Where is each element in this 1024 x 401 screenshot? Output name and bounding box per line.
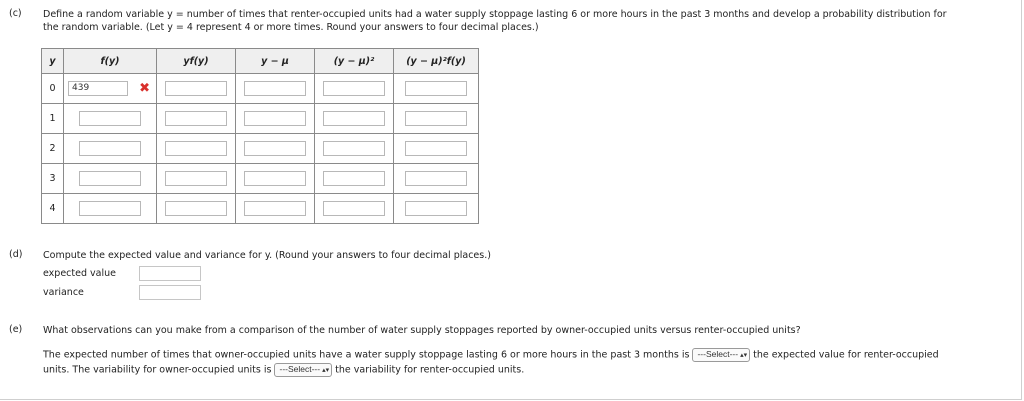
fy-cell xyxy=(64,194,157,224)
y-minus-mu-input[interactable] xyxy=(244,141,306,156)
updown-arrow-icon: ▴▾ xyxy=(740,352,748,359)
yfy-cell xyxy=(157,74,236,104)
sentence-1-end: the expected value for renter-occupied xyxy=(753,349,939,361)
yfy-cell xyxy=(157,164,236,194)
y-minus-mu-sq-cell xyxy=(315,164,394,194)
variance-input[interactable] xyxy=(139,285,201,300)
y-minus-mu-input[interactable] xyxy=(244,81,306,96)
y-minus-mu-input[interactable] xyxy=(244,111,306,126)
yfy-input[interactable] xyxy=(165,171,227,186)
header-y: y xyxy=(42,49,64,74)
select-text: ---Select--- xyxy=(697,349,739,359)
y-minus-mu-sq-cell xyxy=(315,134,394,164)
y-minus-mu-input[interactable] xyxy=(244,201,306,216)
sentence-2-start: units. The variability for owner-occupied units is xyxy=(43,364,272,376)
part-c-line1: Define a random variable y = number of times that renter-occupied units had a water supply stoppage lasting 6 or more hours in the past 3 months and develop a probability distribution for xyxy=(43,9,947,20)
y-minus-mu-sq-fy-cell xyxy=(394,164,479,194)
yfy-input[interactable] xyxy=(165,141,227,156)
part-e-label: (e) xyxy=(9,324,23,335)
table-row xyxy=(42,104,479,134)
select-text: ---Select--- xyxy=(279,364,321,374)
y-value: 2 xyxy=(42,134,64,164)
part-c-label: (c) xyxy=(9,8,22,19)
yfy-input[interactable] xyxy=(165,201,227,216)
table-row xyxy=(42,194,479,224)
yfy-input[interactable] xyxy=(165,81,227,96)
y-minus-mu-cell xyxy=(236,104,315,134)
y-minus-mu-sq-input[interactable] xyxy=(323,141,385,156)
y-minus-mu-sq-fy-input[interactable] xyxy=(405,111,467,126)
y-minus-mu-cell xyxy=(236,134,315,164)
y-minus-mu-cell xyxy=(236,164,315,194)
fy-cell xyxy=(64,164,157,194)
part-e-sentence-1 xyxy=(43,348,939,362)
fy-cell xyxy=(64,134,157,164)
y-minus-mu-sq-input[interactable] xyxy=(323,111,385,126)
part-e-question: What observations can you make from a comparison of the number of water supply stoppages reported by owner-occupied units versus renter-occupied units? xyxy=(43,325,801,336)
y-minus-mu-sq-fy-input[interactable] xyxy=(405,141,467,156)
header-y-minus-mu-sq: (y − μ)² xyxy=(315,49,394,74)
table-row xyxy=(42,134,479,164)
expected-value-input[interactable] xyxy=(139,266,201,281)
y-minus-mu-sq-input[interactable] xyxy=(323,201,385,216)
variability-comparison-select[interactable] xyxy=(274,363,332,377)
yfy-cell xyxy=(157,134,236,164)
fy-input[interactable]: 439 xyxy=(68,81,128,96)
header-y-minus-mu: y − μ xyxy=(236,49,315,74)
incorrect-icon: ✖ xyxy=(139,81,150,96)
y-minus-mu-cell xyxy=(236,74,315,104)
y-minus-mu-sq-cell xyxy=(315,74,394,104)
header-fy: f(y) xyxy=(64,49,157,74)
header-yfy: yf(y) xyxy=(157,49,236,74)
y-minus-mu-input[interactable] xyxy=(244,171,306,186)
y-minus-mu-cell xyxy=(236,194,315,224)
y-minus-mu-sq-fy-cell xyxy=(394,74,479,104)
header-y-minus-mu-sq-fy: (y − μ)²f(y) xyxy=(394,49,479,74)
expected-value-label: expected value xyxy=(43,268,116,279)
updown-arrow-icon: ▴▾ xyxy=(322,367,330,374)
yfy-cell xyxy=(157,194,236,224)
y-value: 3 xyxy=(42,164,64,194)
y-value: 0 xyxy=(42,74,64,104)
y-minus-mu-sq-fy-cell xyxy=(394,194,479,224)
variance-label: variance xyxy=(43,287,84,298)
probability-table xyxy=(41,48,479,224)
fy-cell xyxy=(64,104,157,134)
part-d-text: Compute the expected value and variance for y. (Round your answers to four decimal places.) xyxy=(43,250,491,261)
fy-input[interactable] xyxy=(79,111,141,126)
sentence-2-end: the variability for renter-occupied units. xyxy=(335,364,525,376)
fy-input[interactable] xyxy=(79,141,141,156)
table-row xyxy=(42,74,479,104)
y-minus-mu-sq-fy-input[interactable] xyxy=(405,81,467,96)
fy-cell xyxy=(64,74,157,104)
yfy-cell xyxy=(157,104,236,134)
sentence-1-start: The expected number of times that owner-occupied units have a water supply stoppage lasting 6 or more hours in the past 3 months is xyxy=(43,349,690,361)
y-value: 1 xyxy=(42,104,64,134)
part-e-sentence-2 xyxy=(43,363,524,377)
table-row xyxy=(42,164,479,194)
y-minus-mu-sq-fy-input[interactable] xyxy=(405,171,467,186)
y-minus-mu-sq-fy-cell xyxy=(394,134,479,164)
part-d-label: (d) xyxy=(9,249,23,260)
y-minus-mu-sq-input[interactable] xyxy=(323,171,385,186)
y-minus-mu-sq-fy-cell xyxy=(394,104,479,134)
table-header-row xyxy=(42,49,479,74)
fy-input[interactable] xyxy=(79,171,141,186)
fy-input[interactable] xyxy=(79,201,141,216)
y-minus-mu-sq-cell xyxy=(315,104,394,134)
y-minus-mu-sq-fy-input[interactable] xyxy=(405,201,467,216)
y-minus-mu-sq-cell xyxy=(315,194,394,224)
expected-comparison-select[interactable] xyxy=(692,348,750,362)
part-c-line2: the random variable. (Let y = 4 represent 4 or more times. Round your answers to four decimal places.) xyxy=(43,22,539,33)
fy-answer-wrap xyxy=(64,81,156,96)
yfy-input[interactable] xyxy=(165,111,227,126)
y-value: 4 xyxy=(42,194,64,224)
y-minus-mu-sq-input[interactable] xyxy=(323,81,385,96)
